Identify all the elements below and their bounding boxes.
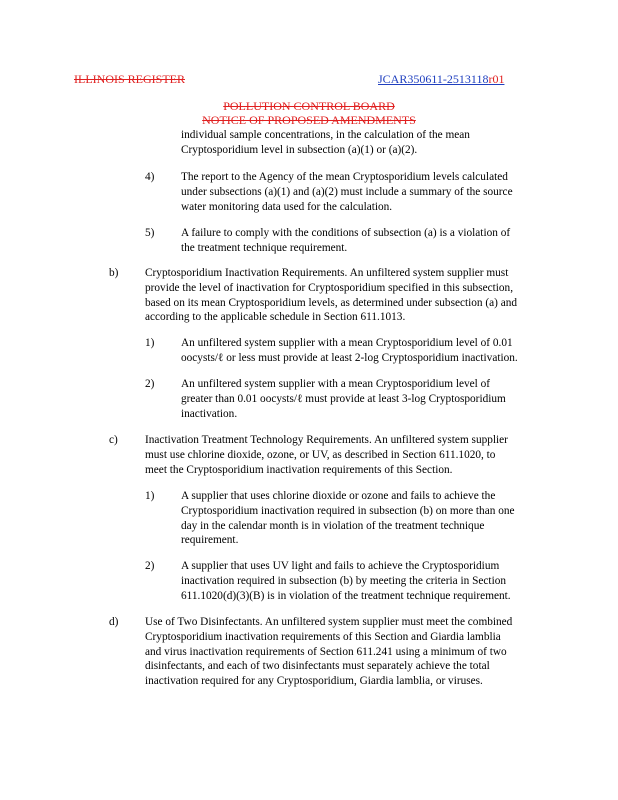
text-line: must use chlorine dioxide, ozone, or UV, as described in Section 611.1020, to xyxy=(145,448,496,461)
text-line: Cryptosporidium level in subsection (a)(1) or (a)(2). xyxy=(181,143,418,156)
text-line: disinfectants, and each of two disinfectants must separately achieve the total xyxy=(145,660,490,673)
text-line: and virus inactivation requirements of Section 611.241 using a minimum of two xyxy=(145,645,507,658)
text-line: water monitoring data used for the calculation. xyxy=(181,200,393,213)
paragraph-b2 xyxy=(181,377,506,421)
item-letter-c: c) xyxy=(109,434,118,446)
text-line: meet the Cryptosporidium inactivation requirements of this Section. xyxy=(145,463,453,476)
text-line: greater than 0.01 oocysts/ℓ must provide at least 3-log Cryptosporidium xyxy=(181,392,506,405)
jcar-revision: r01 xyxy=(488,72,505,86)
text-line: A supplier that uses UV light and fails to achieve the Cryptosporidium xyxy=(181,560,500,572)
text-line: Use of Two Disinfectants. An unfiltered system supplier must meet the combined xyxy=(145,616,513,628)
text-line: The report to the Agency of the mean Cryptosporidium levels calculated xyxy=(181,171,508,183)
jcar-code-link[interactable] xyxy=(378,72,504,87)
text-line: requirement. xyxy=(181,534,239,547)
text-line: A failure to comply with the conditions of subsection (a) is a violation of xyxy=(181,227,511,239)
paragraph-c1 xyxy=(181,489,515,548)
text-line: based on its mean Cryptosporidium levels, as determined under subsection (a) and xyxy=(145,296,518,309)
text-line: 611.1020(d)(3)(B) is in violation of the treatment technique requirement. xyxy=(181,589,511,602)
paragraph-a4 xyxy=(181,170,513,214)
paragraph-a5 xyxy=(181,226,510,256)
continuation-paragraph xyxy=(181,128,470,158)
text-line: An unfiltered system supplier with a mean Cryptosporidium level of xyxy=(181,378,491,390)
text-line: inactivation required for any Cryptosporidium, Giardia lamblia, or viruses. xyxy=(145,675,483,688)
text-line: day in the calendar month is in violation of the treatment technique xyxy=(181,519,485,532)
text-line: inactivation. xyxy=(181,407,238,420)
jcar-code: JCAR350611-2513118 xyxy=(378,72,489,86)
text-line: the treatment technique requirement. xyxy=(181,241,348,254)
text-line: oocysts/ℓ or less must provide at least 2-log Cryptosporidium inactivation. xyxy=(181,351,518,364)
paragraph-b1 xyxy=(181,336,518,366)
text-line: A supplier that uses chlorine dioxide or ozone and fails to achieve the xyxy=(181,490,496,502)
item-letter-d: d) xyxy=(109,616,119,628)
text-line: under subsections (a)(1) and (a)(2) must include a summary of the source xyxy=(181,185,513,198)
item-number-c2: 2) xyxy=(145,560,155,572)
paragraph-c xyxy=(145,433,508,477)
text-line: provide the level of inactivation for Cryptosporidium specified in this subsection, xyxy=(145,281,514,294)
item-number-b2: 2) xyxy=(145,378,155,390)
text-line: Cryptosporidium Inactivation Requirements. An unfiltered system supplier must xyxy=(145,267,509,279)
text-line: Cryptosporidium inactivation requirements of this Section and Giardia lamblia xyxy=(145,630,501,643)
paragraph-c2 xyxy=(181,559,511,603)
register-header: ILLINOIS REGISTER xyxy=(74,72,185,86)
item-letter-b: b) xyxy=(109,267,119,279)
text-line: individual sample concentrations, in the calculation of the mean xyxy=(181,129,470,141)
text-line: according to the applicable schedule in Section 611.1013. xyxy=(145,311,406,324)
board-title: POLLUTION CONTROL BOARD xyxy=(223,99,395,113)
notice-title: NOTICE OF PROPOSED AMENDMENTS xyxy=(202,113,416,127)
text-line: Cryptosporidium inactivation required in subsection (b) on more than one xyxy=(181,504,515,517)
item-number-a5: 5) xyxy=(145,227,155,239)
paragraph-d xyxy=(145,615,512,689)
item-number-b1: 1) xyxy=(145,337,155,349)
text-line: inactivation required in subsection (b) by meeting the criteria in Section xyxy=(181,574,507,587)
text-line: Inactivation Treatment Technology Requirements. An unfiltered system supplier xyxy=(145,434,508,446)
text-line: An unfiltered system supplier with a mean Cryptosporidium level of 0.01 xyxy=(181,337,513,349)
item-number-a4: 4) xyxy=(145,171,155,183)
paragraph-b xyxy=(145,266,517,325)
item-number-c1: 1) xyxy=(145,490,155,502)
